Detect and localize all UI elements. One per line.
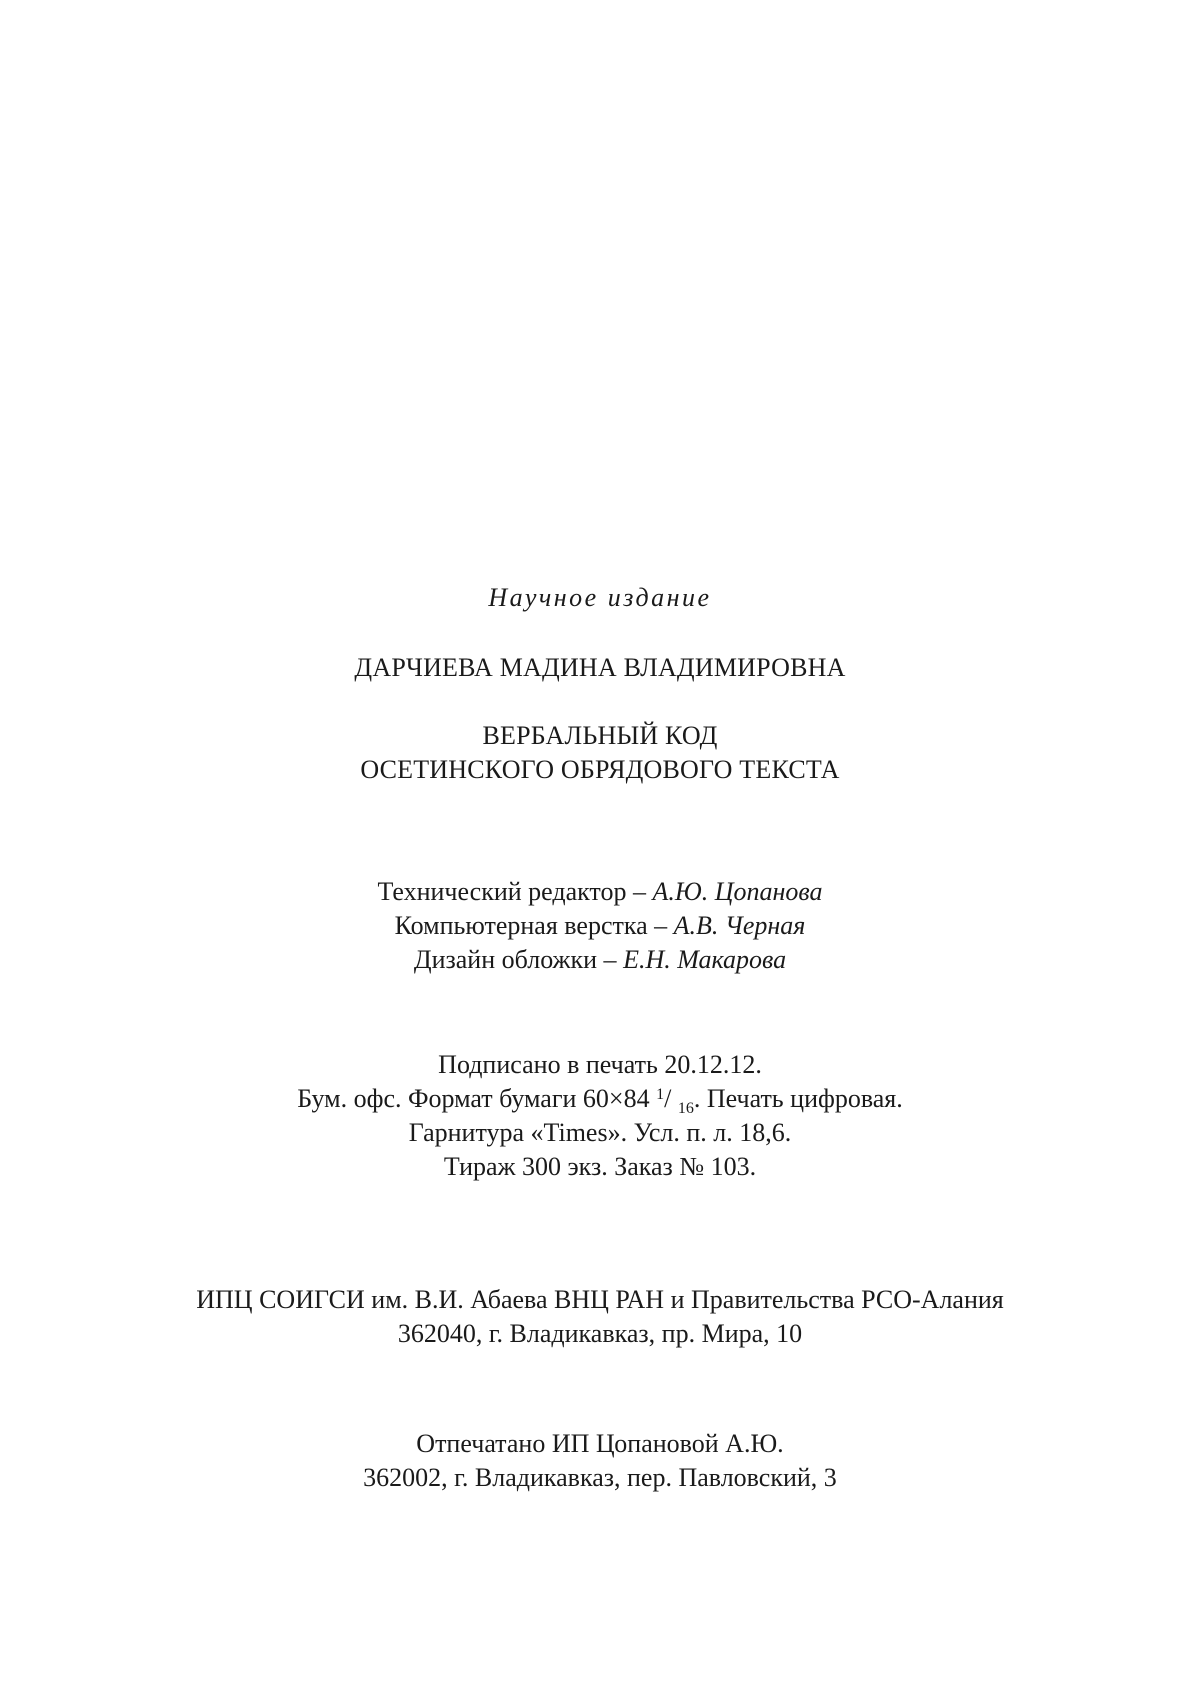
format-denominator: 16 [677, 1100, 694, 1117]
publisher-address: 362040, г. Владикавказ, пр. Мира, 10 [397, 1319, 803, 1348]
format-suffix: . Печать цифровая. [693, 1084, 903, 1113]
printer-name: Отпечатано ИП Цопановой А.Ю. [416, 1429, 784, 1458]
edition-type: Научное издание [488, 583, 712, 612]
credit-role: Дизайн обложки – [413, 945, 624, 974]
print-signed-date: Подписано в печать 20.12.12. [438, 1050, 762, 1079]
format-slash: / [664, 1084, 672, 1113]
credit-name: Е.Н. Макарова [623, 945, 787, 974]
format-prefix: Бум. офс. Формат бумаги 60×84 [297, 1084, 650, 1113]
format-numerator: 1 [656, 1086, 665, 1103]
printer-address: 362002, г. Владикавказ, пер. Павловский, 3 [363, 1463, 837, 1492]
title-line-1: ВЕРБАЛЬНЫЙ КОД [482, 721, 718, 750]
credit-name: А.В. Черная [673, 911, 806, 940]
credit-technical-editor [0, 875, 1200, 909]
publisher-name: ИПЦ СОИГСИ им. В.И. Абаева ВНЦ РАН и Правительства РСО-Алания [196, 1285, 1004, 1314]
credit-role: Компьютерная верстка – [394, 911, 674, 940]
author-name: ДАРЧИЕВА МАДИНА ВЛАДИМИРОВНА [354, 653, 846, 682]
credit-cover-design [0, 943, 1200, 977]
print-typeface: Гарнитура «Times». Усл. п. л. 18,6. [408, 1118, 792, 1147]
credit-name: А.Ю. Цопанова [652, 877, 823, 906]
print-format [0, 1082, 1200, 1120]
credit-role: Технический редактор – [377, 877, 653, 906]
credit-layout [0, 909, 1200, 943]
print-circulation: Тираж 300 экз. Заказ № 103. [443, 1152, 757, 1181]
title-line-2: ОСЕТИНСКОГО ОБРЯДОВОГО ТЕКСТА [360, 755, 840, 784]
